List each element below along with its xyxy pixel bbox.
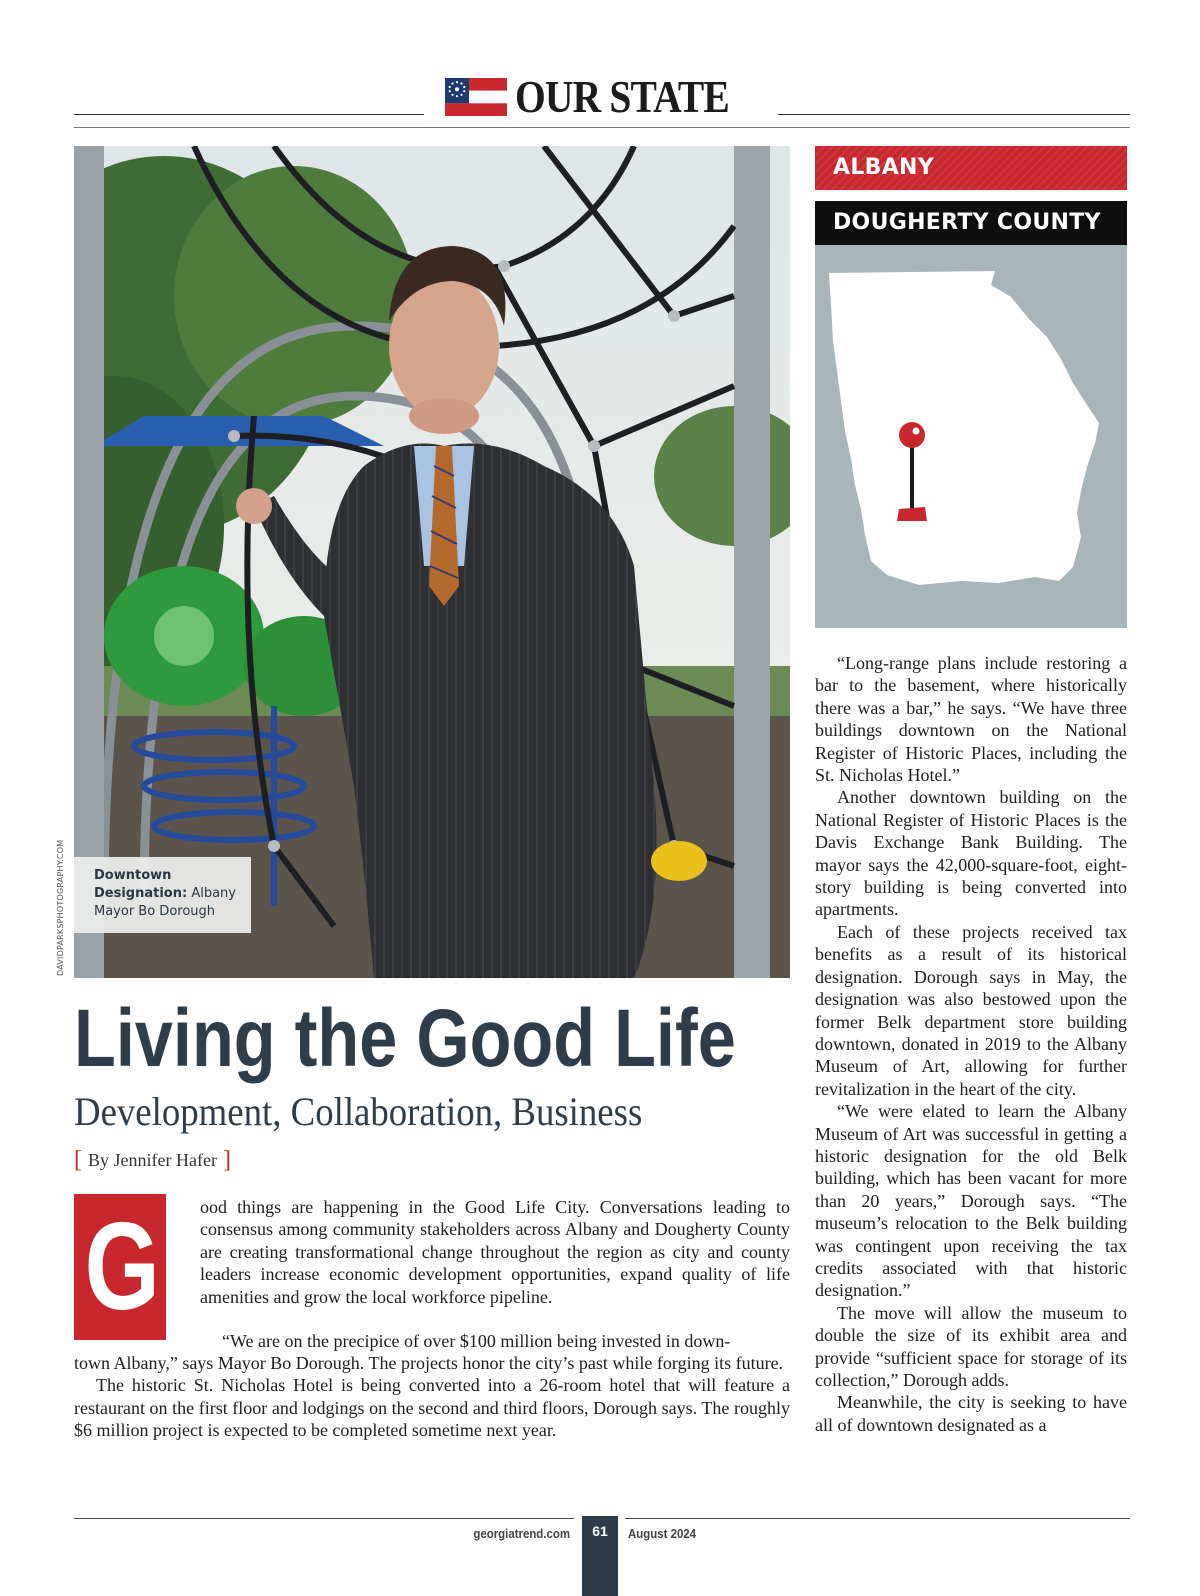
caption-label: Downtown Designation: xyxy=(94,868,188,901)
city-label: ALBANY xyxy=(815,146,1127,190)
georgia-map-icon xyxy=(815,245,1127,628)
header-rule-left xyxy=(74,114,424,115)
issue-date: August 2024 xyxy=(628,1526,697,1541)
article-subtitle: Development, Collaboration, Business xyxy=(74,1089,643,1134)
header-rule-full xyxy=(74,127,1130,128)
byline-bracket-open: [ xyxy=(74,1147,82,1173)
page-number: 61 xyxy=(582,1516,618,1596)
photo-caption xyxy=(74,857,251,933)
body-column-2 xyxy=(815,652,1127,1436)
county-label: DOUGHERTY COUNTY xyxy=(815,201,1127,245)
drop-cap-letter: G xyxy=(84,1198,160,1336)
lead-text: ood things are happening in the Good Life City. Conversations leading to consensus among community stakeholders across Albany and Dougherty County are creating transformational change throughout the region as city and county leaders increase economic development opportunities, expand quality of life amenities and grow the local workforce pipeline. xyxy=(200,1197,790,1307)
col2-paragraph-3: Each of these projects received tax benefits as a result of its historical designation. Dorough says in May, the designation was also bestowed upon the former Belk department store building downtown, donated in 2019 to the Albany Museum of Art, allowing for further revitalization in the heart of the city. xyxy=(815,921,1127,1099)
col2-paragraph-5: The move will allow the museum to double the size of its exhibit area and provide “sufficient space for storage of its collection,” Dorough adds. xyxy=(815,1302,1127,1390)
section-title: OUR STATE xyxy=(515,71,729,122)
col2-paragraph-2: Another downtown building on the National Register of Historic Places is the Davis Exchange Bank Building. The mayor says the 42,000-square-foot, eight-story building is being converted into apartments. xyxy=(815,787,1127,920)
footer-rule-left xyxy=(74,1518,574,1519)
paragraph-2-rest: town Albany,” says Mayor Bo Dorough. The projects honor the city’s past while forging its future. xyxy=(74,1353,784,1373)
col2-paragraph-6: Meanwhile, the city is seeking to have all of downtown designated as a xyxy=(815,1392,1127,1435)
paragraph-3: The historic St. Nicholas Hotel is being converted into a 26-room hotel that will feature a restaurant on the first floor and lodgings on the second and third floors, Dorough says. The roughly $6 million project is expected to be completed sometime next year. xyxy=(74,1375,790,1441)
col2-paragraph-4: “We were elated to learn the Albany Museum of Art was successful in getting a historic designation for the old Belk building, which has been vacant for more than 20 years,” Dorough says. “The museum’s relocation to the Belk building was contingent upon receiving the tax credits associated with that historic designation.” xyxy=(815,1101,1127,1301)
footer-website: georgiatrend.com xyxy=(473,1526,570,1541)
article-title: Living the Good Life xyxy=(74,993,736,1084)
drop-cap xyxy=(74,1194,166,1340)
body-column-1 xyxy=(74,1352,790,1442)
georgia-flag-icon xyxy=(445,78,507,116)
footer-rule-right xyxy=(625,1518,1130,1519)
byline-bracket-close: ] xyxy=(222,1147,231,1173)
photo-credit: DAVIDPARKSPHOTOGRAPHY.COM xyxy=(56,839,65,976)
header-rule-right xyxy=(778,114,1130,115)
mayor-portrait-photo xyxy=(74,146,790,978)
byline xyxy=(74,1147,231,1173)
caption-text: Albany Mayor Bo Dorough xyxy=(94,886,236,919)
col2-paragraph-1: “Long-range plans include restoring a bar to the basement, where historically there was a bar,” he says. “We have three buildings downtown on the National Register of Historic Places, including the St. Nicholas Hotel.” xyxy=(815,653,1127,786)
lead-paragraph xyxy=(200,1196,790,1308)
byline-author: By Jennifer Hafer xyxy=(88,1150,217,1170)
paragraph-2-first-line: “We are on the precipice of over $100 million being invested in down- xyxy=(222,1331,731,1351)
paragraph-2-start xyxy=(200,1330,790,1352)
